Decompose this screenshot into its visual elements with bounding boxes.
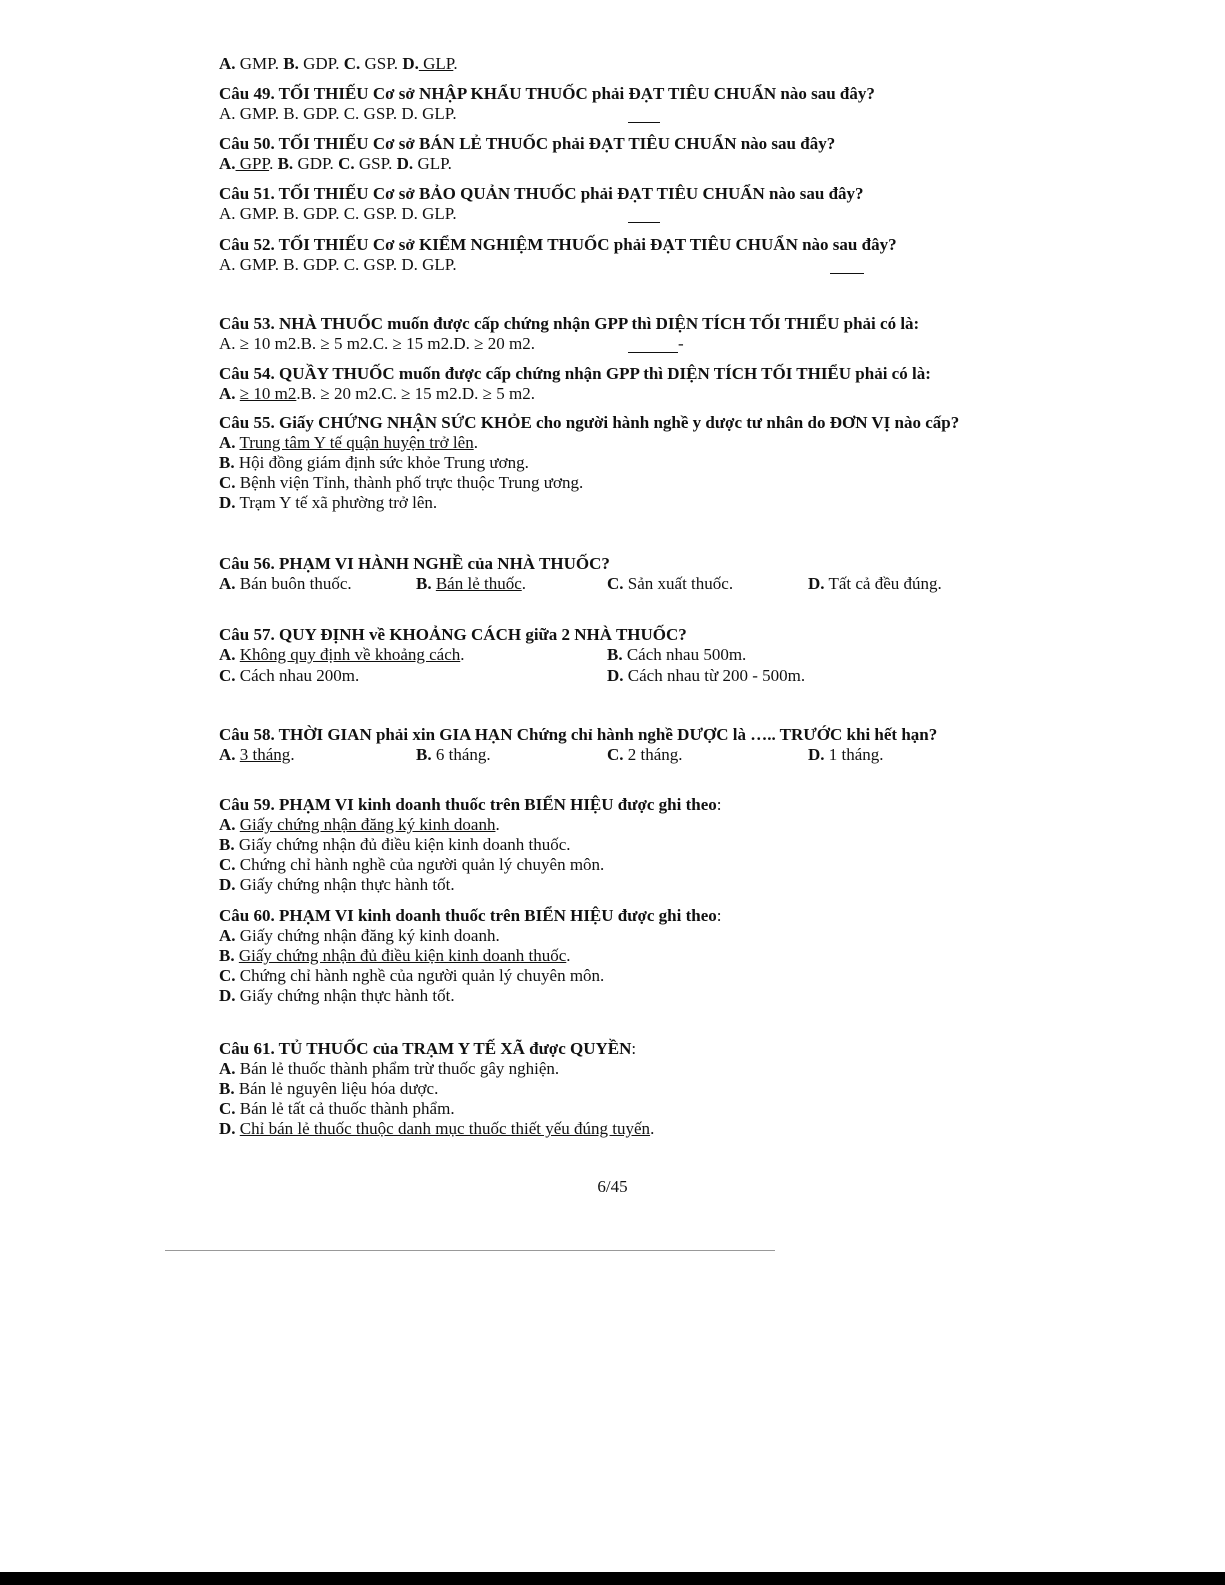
option-a: A. Bán buôn thuốc.	[219, 574, 352, 593]
answer-blank	[628, 352, 678, 353]
option-b: B. Bán lẻ thuốc.	[416, 574, 527, 593]
question-58	[219, 725, 999, 766]
option-letter: A.	[219, 54, 236, 73]
option-c: C. Chứng chỉ hành nghề của người quản lý chuyên môn.	[219, 966, 605, 985]
question-options: A. ≥ 10 m2.B. ≥ 5 m2.C. ≥ 15 m2.D. ≥ 20 m2.	[219, 334, 535, 353]
option-d: D. Cách nhau từ 200 - 500m.	[607, 666, 806, 685]
question-title: Câu 54. QUẦY THUỐC muốn được cấp chứng nhận GPP thì DIỆN TÍCH TỐI THIỂU phải có là:	[219, 364, 931, 383]
option-text: GSP.	[360, 54, 403, 73]
question-54	[219, 364, 931, 404]
options-row	[219, 645, 979, 666]
option-d: D. Giấy chứng nhận thực hành tốt.	[219, 875, 455, 894]
option-b: B. Giấy chứng nhận đủ điều kiện kinh doanh thuốc.	[219, 835, 571, 854]
answer-underlined: ≥ 10 m2	[239, 384, 297, 403]
answer-blank	[628, 222, 660, 223]
question-title: Câu 49. TỐI THIẾU Cơ sở NHẬP KHẨU THUỐC phải ĐẠT TIÊU CHUẨN nào sau đây?	[219, 84, 875, 103]
option-a: A. Không quy định về khoảng cách.	[219, 645, 465, 664]
question-title: Câu 59. PHẠM VI kinh doanh thuốc trên BIỂN HIỆU được ghi theo	[219, 795, 717, 814]
answer-underlined: GPP	[235, 154, 270, 173]
option-c: C. Bệnh viện Tỉnh, thành phố trực thuộc Trung ương.	[219, 473, 584, 492]
option-a: A. Giấy chứng nhận đăng ký kinh doanh.	[219, 926, 500, 945]
question-61	[219, 1039, 654, 1139]
option-text: GMP.	[235, 54, 284, 73]
question-options	[219, 384, 931, 404]
option-d: D. Trạm Y tế xã phường trở lên.	[219, 493, 438, 512]
option-text: GDP.	[298, 54, 344, 73]
question-title: Câu 53. NHÀ THUỐC muốn được cấp chứng nhận GPP thì DIỆN TÍCH TỐI THIỂU phải có là:	[219, 314, 920, 333]
question-title: Câu 56. PHẠM VI HÀNH NGHỀ của NHÀ THUỐC?	[219, 554, 610, 573]
option-c: C. 2 tháng.	[607, 745, 683, 764]
question-title: Câu 61. TỦ THUỐC của TRẠM Y TẾ XÃ được QUYỀN	[219, 1039, 632, 1058]
answer-underlined: Chỉ bán lẻ thuốc thuộc danh mục thuốc thiết yếu đúng tuyến	[239, 1119, 651, 1138]
answer-blank	[628, 122, 660, 123]
option-d: D. Giấy chứng nhận thực hành tốt.	[219, 986, 455, 1005]
answer-underlined: Giấy chứng nhận đủ điều kiện kinh doanh thuốc	[238, 946, 567, 965]
question-title-line: Câu 60. PHẠM VI kinh doanh thuốc trên BIỂN HIỆU được ghi theo:	[219, 906, 722, 925]
question-60	[219, 906, 721, 1006]
option-text: .	[453, 54, 458, 73]
option-b: B. Bán lẻ nguyên liệu hóa dược.	[219, 1079, 439, 1098]
question-59	[219, 795, 721, 895]
options-row	[219, 745, 999, 766]
option-c: C. Bán lẻ tất cả thuốc thành phẩm.	[219, 1099, 455, 1118]
question-options: A. GMP. B. GDP. C. GSP. D. GLP.	[219, 104, 457, 123]
option-letter: B.	[283, 54, 299, 73]
option-d: D. Tất cả đều đúng.	[808, 574, 942, 593]
question-51	[219, 184, 864, 224]
question-title: Câu 51. TỐI THIẾU Cơ sở BẢO QUẢN THUỐC phải ĐẠT TIÊU CHUẨN nào sau đây?	[219, 184, 864, 203]
question-55	[219, 413, 959, 513]
option-c: C. Cách nhau 200m.	[219, 666, 360, 685]
option-a: A. Giấy chứng nhận đăng ký kinh doanh.	[219, 815, 500, 834]
option-a: A. 3 tháng.	[219, 745, 295, 764]
page-number: 6/45	[597, 1177, 628, 1196]
question-50	[219, 134, 835, 174]
question-title: Câu 57. QUY ĐỊNH về KHOẢNG CÁCH giữa 2 NHÀ THUỐC?	[219, 625, 687, 644]
answer-blank	[830, 273, 864, 274]
answer-underlined: Giấy chứng nhận đăng ký kinh doanh	[239, 815, 496, 834]
option-c: C. Chứng chỉ hành nghề của người quản lý chuyên môn.	[219, 855, 605, 874]
options-row	[219, 574, 979, 595]
question-title: Câu 58. THỜI GIAN phải xin GIA HẠN Chứng chỉ hành nghề DƯỢC là ….. TRƯỚC khi hết hạn?	[219, 725, 938, 744]
question-title-line: Câu 59. PHẠM VI kinh doanh thuốc trên BIỂN HIỆU được ghi theo:	[219, 795, 722, 814]
option-a: A. Bán lẻ thuốc thành phẩm trừ thuốc gây nghiện.	[219, 1059, 560, 1078]
option-letter: D.	[402, 54, 419, 73]
question-49	[219, 84, 875, 124]
option-letter: C.	[343, 54, 361, 73]
option-letter: A.	[219, 154, 236, 173]
question-title-line: Câu 61. TỦ THUỐC của TRẠM Y TẾ XÃ được QUYỀN:	[219, 1039, 637, 1058]
dash-mark: -	[678, 334, 684, 353]
question-options: A. GPP. B. GDP. C. GSP. D. GLP.	[219, 154, 452, 173]
question-title: Câu 55. Giấy CHỨNG NHẬN SỨC KHỎE cho người hành nghề y dược tư nhân do ĐƠN VỊ nào cấp?	[219, 413, 960, 432]
options-row	[219, 666, 979, 687]
option-b: B. 6 tháng.	[416, 745, 491, 764]
question-52	[219, 235, 897, 275]
question-title: Câu 52. TỐI THIẾU Cơ sở KIỂM NGHIỆM THUỐC phải ĐẠT TIÊU CHUẨN nào sau đây?	[219, 235, 897, 254]
option-d: D. 1 tháng.	[808, 745, 884, 764]
question-56	[219, 554, 979, 595]
answer-underlined: Bán lẻ thuốc	[435, 574, 522, 593]
page-divider	[165, 1250, 775, 1251]
bottom-bar	[0, 1572, 1225, 1585]
option-text: .B. ≥ 20 m2.C. ≥ 15 m2.D. ≥ 5 m2.	[296, 384, 535, 403]
option-a: A. Trung tâm Y tế quận huyện trở lên.	[219, 433, 478, 452]
answer-underlined: Trung tâm Y tế quận huyện trở lên	[239, 433, 474, 452]
option-b: B. Hội đồng giám định sức khỏe Trung ương.	[219, 453, 529, 472]
option-c: C. Sản xuất thuốc.	[607, 574, 734, 593]
question-title: Câu 60. PHẠM VI kinh doanh thuốc trên BIỂN HIỆU được ghi theo	[219, 906, 717, 925]
question-options: A. GMP. B. GDP. C. GSP. D. GLP.	[219, 255, 457, 274]
option-d: D. Chỉ bán lẻ thuốc thuộc danh mục thuốc thiết yếu đúng tuyến.	[219, 1119, 655, 1138]
option-b: B. Cách nhau 500m.	[607, 645, 747, 664]
question-57	[219, 625, 979, 687]
question-53	[219, 314, 919, 354]
question-title: Câu 50. TỐI THIẾU Cơ sở BÁN LẺ THUỐC phải ĐẠT TIÊU CHUẨN nào sau đây?	[219, 134, 836, 153]
option-letter: A.	[219, 384, 236, 403]
q48-options	[219, 54, 458, 74]
option-b: B. Giấy chứng nhận đủ điều kiện kinh doanh thuốc.	[219, 946, 571, 965]
answer-underlined: GLP	[418, 54, 454, 73]
question-options: A. GMP. B. GDP. C. GSP. D. GLP.	[219, 204, 457, 223]
answer-underlined: 3 tháng	[239, 745, 291, 764]
answer-underlined: Không quy định về khoảng cách	[239, 645, 461, 664]
